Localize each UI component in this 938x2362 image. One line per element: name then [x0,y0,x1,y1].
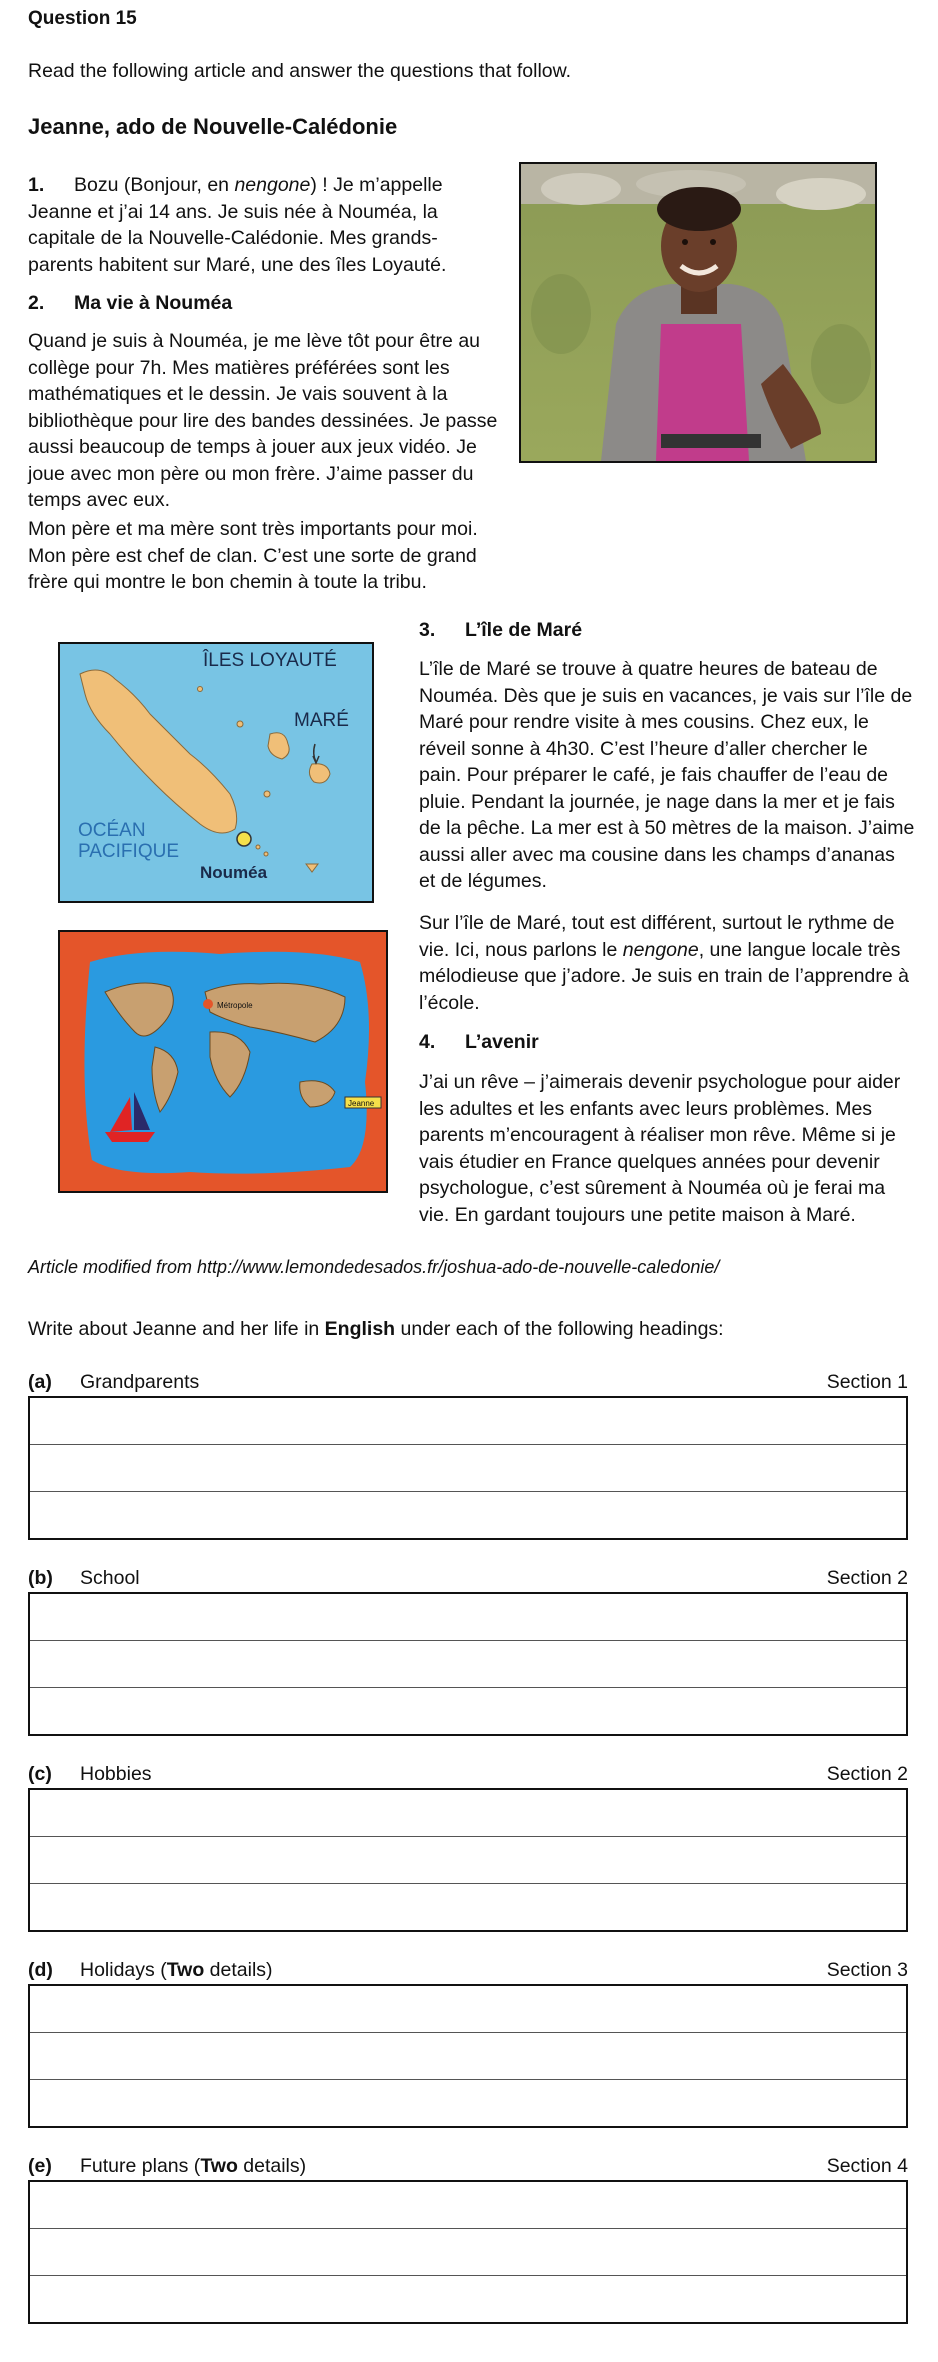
section-3-heading: 3. L’île de Maré [419,619,583,641]
answer-line[interactable] [30,1688,906,1734]
question-a-header: (a) Grandparents Section 1 [28,1371,908,1393]
section-1-number: 1. [28,174,45,196]
answer-line[interactable] [30,2080,906,2126]
article-title: Jeanne, ado de Nouvelle-Calédonie [28,114,398,139]
question-d-header: (d) Holidays (Two details) Section 3 [28,1959,908,1981]
question-c-section: Section 2 [826,1763,908,1785]
answer-line[interactable] [30,1492,906,1538]
map2-jeanne-label: Jeanne [348,1099,375,1108]
answer-box-e[interactable] [28,2180,908,2324]
article-source: Article modified from http://www.lemondedesados.fr/joshua-ado-de-nouvelle-caledonie/ [28,1257,720,1277]
photo-illustration [521,164,875,461]
section-1-italic: nengone [234,174,311,196]
answer-box-a[interactable] [28,1396,908,1540]
answer-line[interactable] [30,2229,906,2276]
map1-noumea-label: Nouméa [200,863,268,882]
section-2-paragraph-1: Quand je suis à Nouméa, je me lève tôt pour être au collège pour 7h. Mes matières préférées sont les mathématiques et le dessin. Je vais souvent à la bibliothèque pour lire des bandes dessinées. Je passe aussi beaucoup de temps à jouer aux jeux vidéo. Je joue avec mon père ou mon frère. J’aime passer du temps avec eux. [28,330,498,511]
answer-line[interactable] [30,1790,906,1837]
answer-line[interactable] [30,1594,906,1641]
answer-line[interactable] [30,1837,906,1884]
map2-metropole-label: Métropole [217,1001,253,1010]
section-2-heading: 2. Ma vie à Nouméa [28,292,233,314]
section-1 [28,172,498,278]
map1-noumea-marker [237,832,251,846]
question-number: Question 15 [28,8,137,29]
section-4-paragraph-1: J’ai un rêve – j’aimerais devenir psychologue pour aider les adultes et les enfants avec leurs problèmes. Mes parents m’encouragent à réaliser mon rêve. Même si je vais étudier en France quelques années pour devenir psychologue, c’est sûrement à Nouméa où je ferai ma vie. En gardant toujours une petite maison à Maré. [419,1071,901,1226]
answer-box-d[interactable] [28,1984,908,2128]
answer-line[interactable] [30,1445,906,1492]
section-3-paragraph-1: L’île de Maré se trouve à quatre heures de bateau de Nouméa. Dès que je suis en vacances, je vais sur l’île de Maré pour rendre visite à mes cousins. Chez eux, le réveil sonne à 4h30. C’est l’heure d’aller chercher le pain. Pour préparer le café, je fais chauffer de l’eau de pluie. Pendant la journée, je nage dans la mer et je fais de la pêche. La mer est à 50 mètres de la maison. J’aime aussi aller avec ma cousine dans les champs d’ananas et de légumes. [419,658,915,892]
question-b-header: (b) School Section 2 [28,1567,908,1589]
question-c-header: (c) Hobbies Section 2 [28,1763,908,1785]
answer-line[interactable] [30,1398,906,1445]
answer-line[interactable] [30,1986,906,2033]
map1-ocean-label: OCÉAN [78,820,146,841]
answer-line[interactable] [30,2033,906,2080]
answer-box-b[interactable] [28,1592,908,1736]
section-1-text-start: Bozu (Bonjour, en [74,174,235,196]
question-b-section: Section 2 [826,1567,908,1589]
instruction-text: Write about Jeanne and her life in English under each of the following headings: [28,1318,724,1340]
question-e-section: Section 4 [826,2155,908,2177]
section-1-text-end: ) ! Je m’appelle Jeanne et j’ai 14 ans. Je suis née à Nouméa, la capitale de la Nouvelle-Calédonie. Mes grands-parents habitent sur Maré, une des îles Loyauté. [28,174,447,276]
map1-mare-label: MARÉ [294,710,349,731]
question-a-section: Section 1 [826,1371,908,1393]
answer-line[interactable] [30,2276,906,2322]
map-new-caledonia [58,642,374,903]
section-3-paragraph-2: Sur l’île de Maré, tout est différent, surtout le rythme de vie. Ici, nous parlons le nengone, une langue locale très mélodieuse que j’adore. Je suis en train de l’apprendre à l’école. [419,912,909,1014]
map-world [58,930,388,1193]
map2-metropole-dot [203,999,213,1009]
question-d-section: Section 3 [826,1959,908,1981]
jeanne-photo [519,162,877,463]
question-e-header: (e) Future plans (Two details) Section 4 [28,2155,908,2177]
section-4-heading: 4. L’avenir [419,1031,539,1053]
section-2-paragraph-2: Mon père et ma mère sont très importants pour moi. Mon père est chef de clan. C’est une sorte de grand frère qui montre le bon chemin à toute la tribu. [28,518,478,593]
answer-line[interactable] [30,2182,906,2229]
answer-box-c[interactable] [28,1788,908,1932]
answer-line[interactable] [30,1641,906,1688]
section-3-italic: nengone [622,938,699,961]
instruction-bold: English [324,1318,396,1340]
intro-text: Read the following article and answer the questions that follow. [28,60,572,82]
answer-line[interactable] [30,1884,906,1930]
map1-pacifique-label: PACIFIQUE [78,841,179,862]
map1-iles-label: ÎLES LOYAUTÉ [203,650,337,671]
